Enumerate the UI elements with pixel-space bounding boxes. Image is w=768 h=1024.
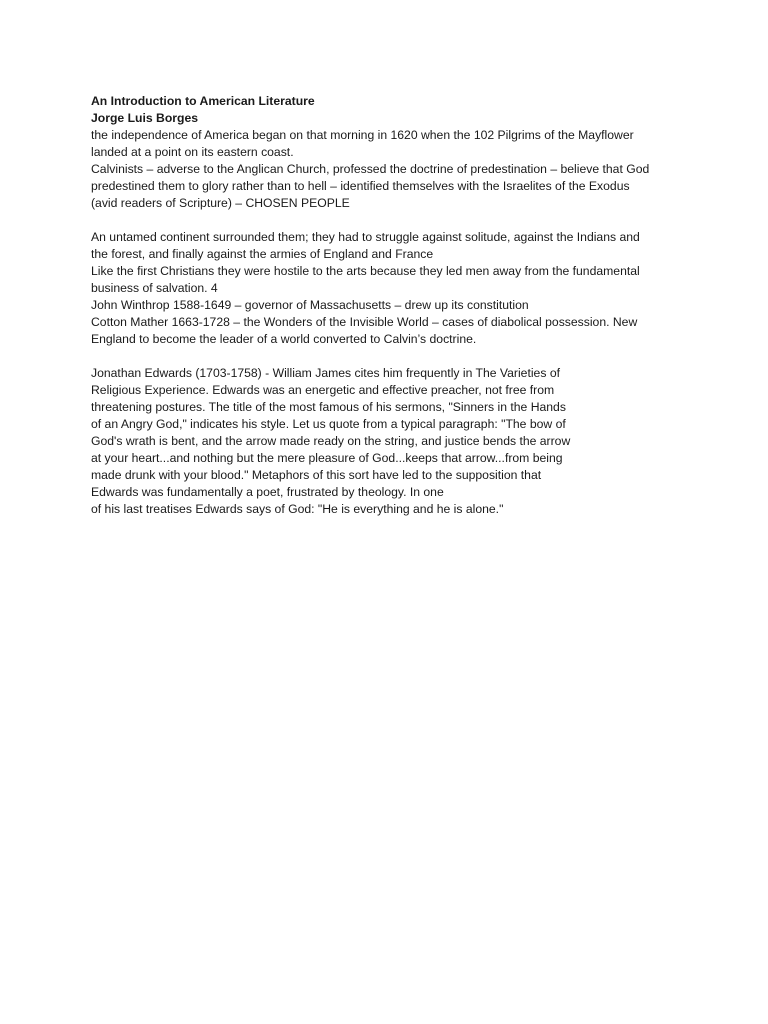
paragraph-line: Jonathan Edwards (1703-1758) - William James cites him frequently in The Varieties of: [91, 366, 560, 380]
paragraph-line: the forest, and finally against the armies of England and France: [91, 247, 434, 261]
paragraph-line: at your heart...and nothing but the mere pleasure of God...keeps that arrow...from being: [91, 451, 563, 465]
paragraph-line: predestined them to glory rather than to hell – identified themselves with the Israelites of the Exodus: [91, 179, 630, 193]
document-page: [91, 93, 711, 518]
paragraph-spacer: [91, 348, 711, 365]
paragraph-line: John Winthrop 1588-1649 – governor of Massachusetts – drew up its constitution: [91, 298, 529, 312]
paragraph-line: Edwards was fundamentally a poet, frustrated by theology. In one: [91, 485, 444, 499]
paragraph-line: God's wrath is bent, and the arrow made ready on the string, and justice bends the arrow: [91, 434, 571, 448]
paragraph-line: made drunk with your blood." Metaphors of this sort have led to the supposition that: [91, 468, 542, 482]
paragraph-line: threatening postures. The title of the most famous of his sermons, "Sinners in the Hands: [91, 400, 566, 414]
paragraph-line: Religious Experience. Edwards was an energetic and effective preacher, not free from: [91, 383, 555, 397]
paragraph-line: Calvinists – adverse to the Anglican Church, professed the doctrine of predestination – believe that God: [91, 162, 650, 176]
document-title: An Introduction to American Literature: [91, 94, 315, 108]
document-author: Jorge Luis Borges: [91, 111, 199, 125]
paragraph-line: An untamed continent surrounded them; they had to struggle against solitude, against the Indians and: [91, 230, 640, 244]
paragraph-line: of an Angry God," indicates his style. Let us quote from a typical paragraph: "The bow of: [91, 417, 566, 431]
paragraph-spacer: [91, 212, 711, 229]
paragraph-line: England to become the leader of a world converted to Calvin’s doctrine.: [91, 332, 477, 346]
paragraph-edwards: [91, 365, 711, 518]
paragraph-line: of his last treatises Edwards says of God: "He is everything and he is alone.": [91, 502, 504, 516]
paragraph-line: Cotton Mather 1663-1728 – the Wonders of the Invisible World – cases of diabolical possession. New: [91, 315, 638, 329]
paragraph-line: business of salvation. 4: [91, 281, 218, 295]
paragraph-line: landed at a point on its eastern coast.: [91, 145, 294, 159]
paragraph-continent: [91, 229, 711, 348]
paragraph-line: Like the first Christians they were hostile to the arts because they led men away from the fundamental: [91, 264, 640, 278]
paragraph-line: (avid readers of Scripture) – CHOSEN PEOPLE: [91, 196, 350, 210]
paragraph-line: the independence of America began on that morning in 1620 when the 102 Pilgrims of the Mayflower: [91, 128, 634, 142]
paragraph-pilgrims: [91, 127, 711, 212]
